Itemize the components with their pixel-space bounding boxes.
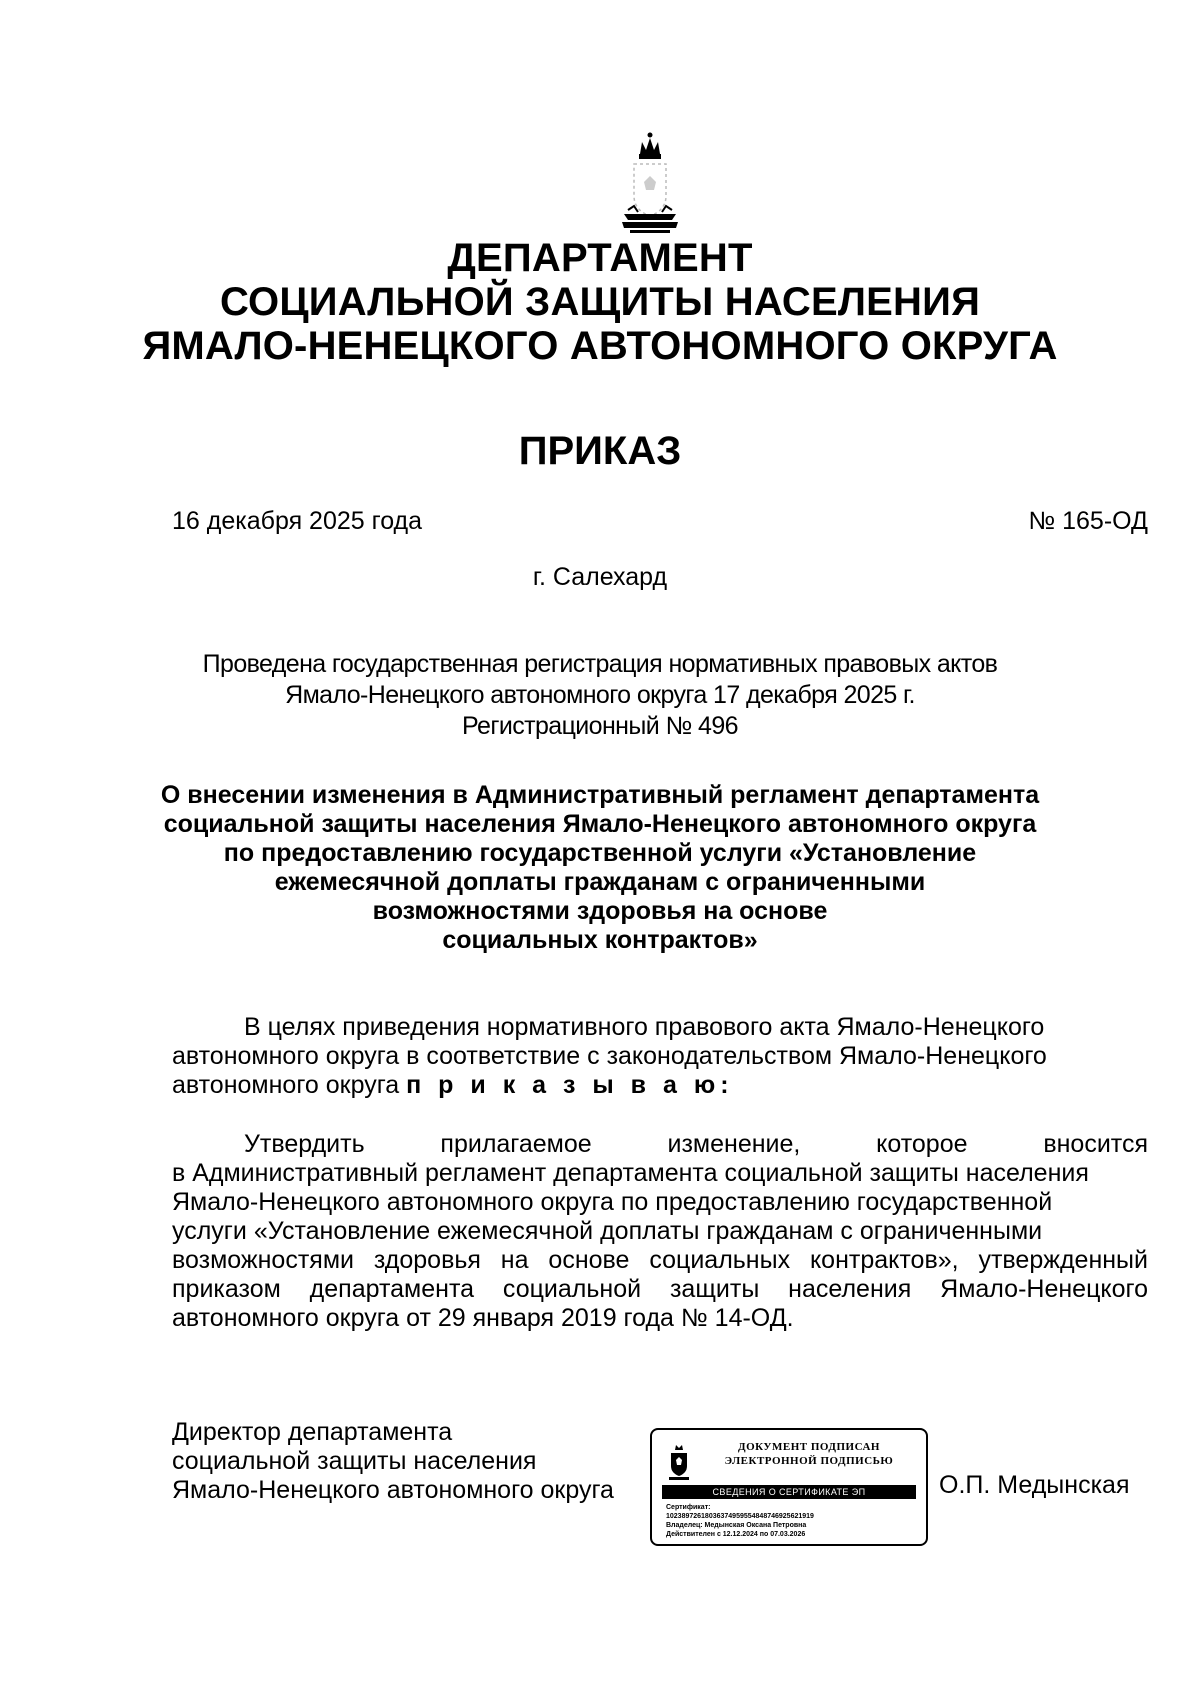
order-line: Ямало-Ненецкого автономного округа по предоставлению государственной — [172, 1188, 1053, 1216]
order-line: в Административный регламент департамента социальной защиты населения — [172, 1159, 1089, 1187]
signer-position-line: социальной защиты населения — [172, 1447, 537, 1475]
document-subject — [0, 781, 1200, 955]
preamble-prefix: автономного округа — [172, 1071, 407, 1099]
department-title-line-3: ЯМАЛО-НЕНЕЦКОГО АВТОНОМНОГО ОКРУГА — [142, 324, 1058, 368]
certificate-info-bar: СВЕДЕНИЯ О СЕРТИФИКАТЕ ЭП — [662, 1485, 916, 1499]
order-word: п р и к а з ы в а ю — [406, 1071, 721, 1099]
department-title-line-1: ДЕПАРТАМЕНТ — [447, 236, 753, 280]
certificate-label: Сертификат: — [666, 1504, 711, 1511]
preamble-line: автономного округа в соответствие с законодательством Ямало-Ненецкого — [172, 1042, 1047, 1070]
subject-line: социальных контрактов» — [442, 926, 758, 954]
stamp-title — [700, 1440, 918, 1468]
order-paragraph — [172, 1130, 1148, 1333]
subject-line: социальной защиты населения Ямало-Ненецкого автономного округа — [163, 810, 1037, 838]
subject-line: ежемесячной доплаты гражданам с ограниченными — [274, 868, 926, 896]
signer-position-line: Директор департамента — [172, 1418, 453, 1446]
department-title-line-2: СОЦИАЛЬНОЙ ЗАЩИТЫ НАСЕЛЕНИЯ — [219, 280, 981, 324]
order-line: возможностями здоровья на основе социальных контрактов», утвержденный — [172, 1246, 1148, 1274]
stamp-title-line: ДОКУМЕНТ ПОДПИСАН — [738, 1441, 880, 1453]
subject-line: по предоставлению государственной услуги «Установление — [223, 839, 977, 867]
order-line: приказом департамента социальной защиты населения Ямало-Ненецкого — [172, 1275, 1148, 1303]
registration-line: Регистрационный № 496 — [462, 712, 738, 740]
registration-note — [0, 649, 1200, 742]
document-type-title: ПРИКАЗ — [518, 429, 682, 473]
subject-line: О внесении изменения в Административный регламент департамента — [160, 781, 1040, 809]
preamble-paragraph — [172, 1013, 1148, 1100]
order-word-suffix: : — [720, 1071, 729, 1099]
certificate-validity: Действителен с 12.12.2024 по 07.03.2026 — [666, 1531, 806, 1538]
signer-name: О.П. Медынская — [939, 1471, 1130, 1499]
certificate-owner: Владелец: Медынская Оксана Петровна — [666, 1522, 807, 1529]
certificate-number: 10238972618036374959554848746925621919 — [666, 1513, 814, 1520]
order-line: услуги «Установление ежемесячной доплаты гражданам с ограниченными — [172, 1217, 1043, 1245]
registration-line: Ямало-Ненецкого автономного округа 17 декабря 2025 г. — [285, 681, 915, 709]
signer-position — [172, 1418, 614, 1505]
registration-line: Проведена государственная регистрация нормативных правовых актов — [202, 650, 998, 678]
preamble-line: В целях приведения нормативного правового акта Ямало-Ненецкого — [244, 1013, 1045, 1041]
document-number: № 165-ОД — [1028, 507, 1148, 535]
order-line: автономного округа от 29 января 2019 года № 14-ОД. — [172, 1304, 794, 1332]
subject-line: возможностями здоровья на основе — [372, 897, 828, 925]
coat-of-arms-icon — [614, 126, 686, 234]
document-date: 16 декабря 2025 года — [172, 507, 423, 535]
electronic-signature-stamp — [650, 1428, 928, 1546]
stamp-title-line: ЭЛЕКТРОННОЙ ПОДПИСЬЮ — [724, 1455, 894, 1467]
document-city: г. Салехард — [532, 563, 668, 591]
order-line: Утвердить прилагаемое изменение, которое вносится — [244, 1130, 1148, 1158]
signer-position-line: Ямало-Ненецкого автономного округа — [172, 1476, 614, 1504]
coat-of-arms-icon — [666, 1442, 692, 1482]
preamble-line-last — [172, 1071, 1148, 1100]
